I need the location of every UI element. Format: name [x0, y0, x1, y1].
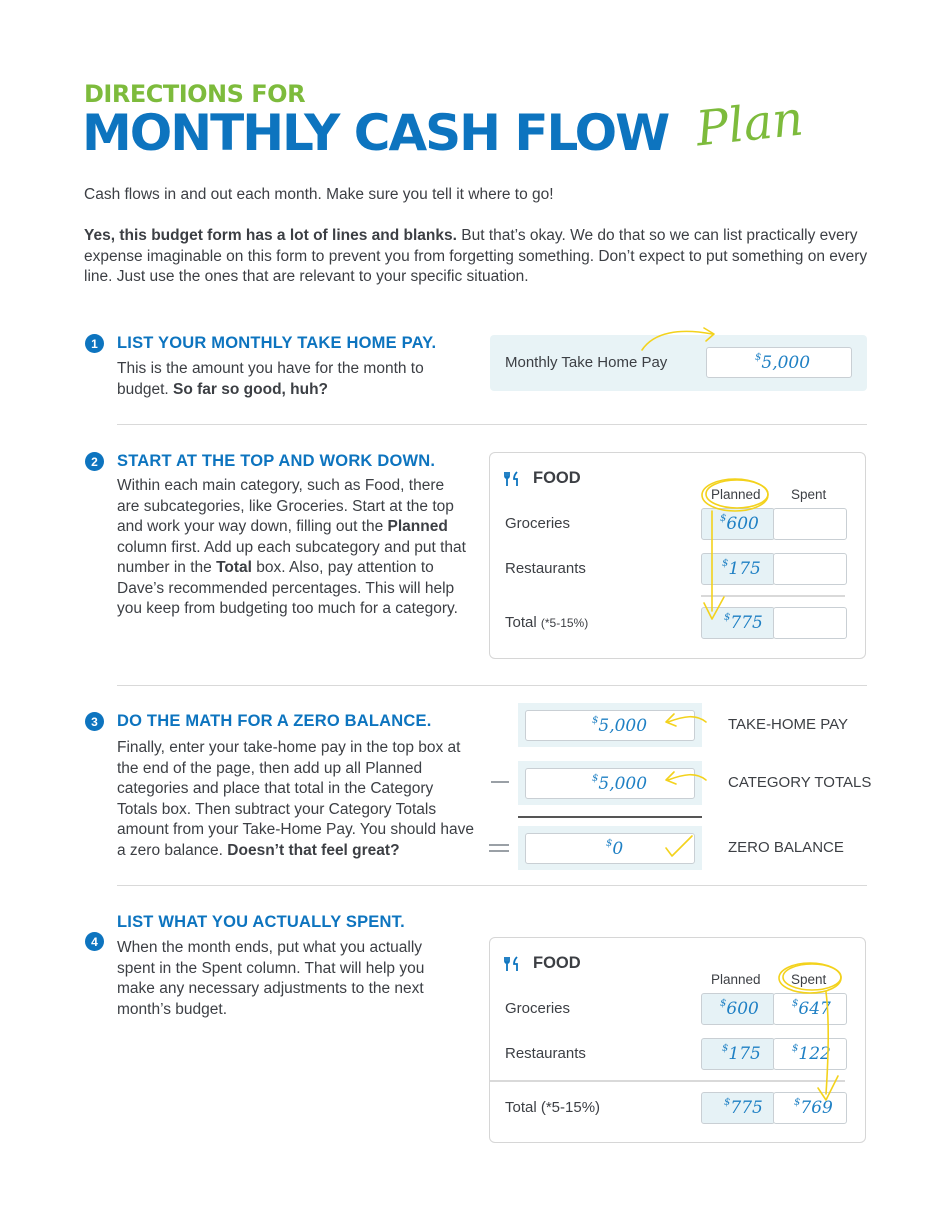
groceries-planned-field[interactable]	[701, 993, 775, 1025]
groceries-planned-value: $600	[720, 513, 759, 534]
total-spent-value: $769	[794, 1097, 833, 1118]
restaurants-spent-value: $122	[792, 1043, 831, 1064]
section-divider	[117, 685, 867, 686]
step-2-text-c: box. Also, pay attention to Dave’s recommended percentages. This will help you keep from budgeting too much for a category.	[117, 559, 458, 617]
total-label: Total (*5-15%)	[505, 1099, 601, 1116]
total-planned-number: 775	[730, 613, 763, 633]
section-divider	[117, 885, 867, 886]
step-3-badge: 3	[85, 712, 104, 731]
header-kicker: DIRECTIONS FOR	[84, 80, 306, 108]
take-home-pay-number: 5,000	[761, 353, 811, 373]
annotation-arrow-icon	[640, 326, 730, 352]
groceries-spent-value: $647	[792, 998, 831, 1019]
planned-highlight-annotation-icon	[690, 471, 780, 633]
fork-knife-icon	[504, 471, 522, 487]
step-1-text-bold: So far so good, huh?	[173, 380, 329, 398]
total-spent-number: 769	[800, 1098, 833, 1118]
groceries-planned-number: 600	[726, 514, 759, 534]
groceries-spent-field[interactable]	[773, 508, 847, 540]
step-3-text	[117, 738, 477, 861]
step-1-badge: 1	[85, 334, 104, 353]
groceries-planned-number: 600	[726, 999, 759, 1019]
step-2-text-a: Within each main category, such as Food, there are subcategories, like Groceries. Start at the top and work your way down, filling out the	[117, 477, 454, 535]
intro-line: Cash flows in and out each month. Make sure you tell it where to go!	[84, 186, 554, 203]
restaurants-planned-value: $175	[722, 1043, 761, 1064]
total-label-text: Total	[505, 614, 537, 631]
take-home-pay-math-value: $5,000	[592, 715, 648, 736]
step-4-text: When the month ends, put what you actually spent in the Spent column. That will help you make any necessary adjustments to the next month’s budget.	[117, 939, 425, 1018]
row-label-groceries: Groceries	[505, 1000, 571, 1017]
restaurants-planned-number: 175	[728, 1044, 761, 1064]
intro-bold: Yes, this budget form has a lot of lines and blanks.	[84, 227, 457, 244]
restaurants-planned-field[interactable]	[701, 1038, 775, 1070]
total-planned-value: $775	[724, 1097, 763, 1118]
step-2-heading: START AT THE TOP AND WORK DOWN.	[117, 452, 436, 470]
row-label-restaurants: Restaurants	[505, 560, 586, 577]
total-planned-number: 775	[730, 1098, 763, 1118]
col-spent-header: Spent	[791, 972, 827, 987]
step-2-bold-b: Total	[216, 559, 252, 576]
food-example-spent	[489, 937, 866, 1143]
category-totals-number: 5,000	[598, 774, 648, 794]
take-home-pay-label: Monthly Take Home Pay	[505, 354, 668, 371]
take-home-pay-value: $5,000	[755, 352, 811, 373]
total-label	[505, 614, 588, 631]
step-2-bold-a: Planned	[387, 518, 448, 535]
step-1-text	[117, 359, 462, 400]
food-example-planned	[489, 452, 866, 659]
take-home-pay-math-number: 5,000	[598, 716, 648, 736]
col-spent-header: Spent	[791, 487, 827, 502]
minus-sign-icon	[491, 781, 509, 783]
restaurants-planned-value: $175	[722, 558, 761, 579]
row-label-groceries: Groceries	[505, 515, 571, 532]
step-2-text	[117, 476, 467, 620]
step-1-heading: LIST YOUR MONTHLY TAKE HOME PAY.	[117, 334, 437, 352]
script-plan-word: Plan	[693, 90, 806, 158]
total-planned-field[interactable]	[701, 1092, 775, 1124]
restaurants-spent-field[interactable]	[773, 553, 847, 585]
groceries-planned-value: $600	[720, 998, 759, 1019]
step-2-badge: 2	[85, 452, 104, 471]
step-1-text-plain: This is the amount you have for the month to budget.	[117, 360, 424, 398]
restaurants-planned-number: 175	[728, 559, 761, 579]
section-divider	[117, 424, 867, 425]
step-4-heading: LIST WHAT YOU ACTUALLY SPENT.	[117, 913, 405, 931]
total-spent-field[interactable]	[773, 607, 847, 639]
total-note: (*5-15%)	[540, 616, 589, 630]
step-2-text-b: column first. Add up each subcategory and put that number in the	[117, 538, 466, 576]
math-annotation-icon	[660, 708, 712, 868]
fork-knife-icon	[504, 956, 522, 972]
step-3-text-plain: Finally, enter your take-home pay in the top box at the end of the page, then add up all Planned categories and place that total in the Category Totals box. Then subtract your Category Totals amount from your Take-Home Pay. You should have a zero balance.	[117, 739, 474, 859]
take-home-pay-math-label: TAKE-HOME PAY	[728, 716, 849, 733]
category-totals-value: $5,000	[592, 773, 648, 794]
zero-balance-number: 0	[612, 839, 624, 859]
food-category-title: FOOD	[533, 954, 581, 972]
total-planned-value: $775	[724, 612, 763, 633]
spent-highlight-annotation-icon	[772, 954, 854, 1114]
step-3-heading: DO THE MATH FOR A ZERO BALANCE.	[117, 712, 432, 730]
row-label-restaurants: Restaurants	[505, 1045, 586, 1062]
restaurants-spent-number: 122	[798, 1044, 831, 1064]
zero-balance-value: $0	[606, 838, 624, 859]
food-category-title: FOOD	[533, 469, 581, 487]
step-4-badge: 4	[85, 932, 104, 951]
col-planned-header: Planned	[711, 487, 761, 502]
equals-sign-icon	[489, 844, 509, 846]
intro-rest: But that’s okay. We do that so we can list practically every expense imaginable on this form to prevent you from forgetting something. Don’t expect to put something on every line. Just use the ones that are relevant to your specific situation.	[84, 227, 868, 285]
step-3-text-bold: Doesn’t that feel great?	[227, 841, 400, 859]
category-totals-label: CATEGORY TOTALS	[728, 774, 872, 791]
zero-balance-label: ZERO BALANCE	[728, 839, 844, 856]
equals-sign-icon	[489, 850, 509, 852]
groceries-spent-number: 647	[798, 999, 831, 1019]
page-title: MONTHLY CASH FLOW	[82, 104, 669, 162]
col-planned-header: Planned	[711, 972, 761, 987]
intro-paragraph	[84, 226, 874, 288]
